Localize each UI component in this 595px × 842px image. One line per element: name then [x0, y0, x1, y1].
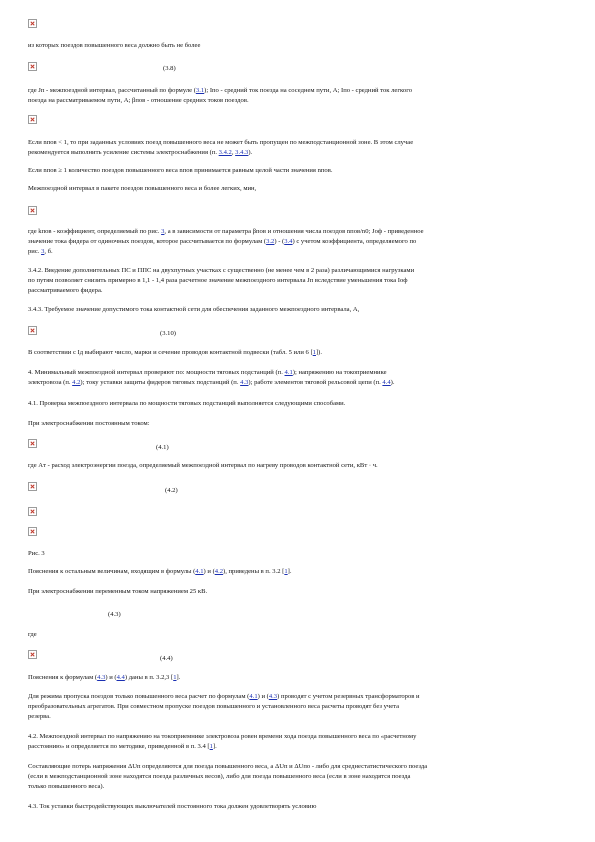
formula-link[interactable]: 3.4: [284, 238, 293, 245]
section-link[interactable]: 4.2: [72, 379, 81, 386]
formula-link[interactable]: 4.3: [268, 693, 278, 700]
text-line: 4.3. Ток уставки быстродействующих выключателей постоянного тока должен удовлетворять условию: [28, 803, 317, 810]
text-line: Для режима пропуска поездов только повышенного веса расчет по формулам (4.1) и (4.3) проводят с учетом резервных трансформаторов и: [28, 693, 420, 700]
text-line: где Aт - расход электроэнергии поезда, определяемый межпоездной интервал по нагреву проводов контактной сети, кВт · ч.: [28, 462, 378, 469]
text-line: электровоза (п. 4.2); току уставки защиты фидеров тяговых подстанций (п. 4.3); работе элементов тяговой рельсовой цепи (п. 4.4).: [28, 379, 395, 386]
equation-number: (3.10): [160, 330, 176, 337]
broken-image-icon: [28, 482, 37, 491]
text-line: преобразовательных агрегатов. При совместном пропуске поездов повышенного и установленного веса расчеты проводят без учета: [28, 703, 400, 710]
text-line: При электроснабжении переменным током напряжением 25 кВ.: [28, 588, 208, 595]
formula-link[interactable]: 4.3: [97, 674, 106, 681]
text-line: рекомендуется выполнить усиление системы электроснабжения (п. 3.4.2, 3.4.3).: [28, 149, 253, 156]
formula-link[interactable]: 3.1: [195, 87, 205, 94]
broken-image-icon: [28, 206, 37, 215]
figure-caption: Рис. 3: [28, 550, 45, 557]
formula-link[interactable]: 4.2: [214, 568, 224, 575]
text-line: Пояснения к формулам (4.3) и (4.4) даны в п. 3.2,3 [1].: [28, 674, 181, 681]
broken-image-icon: [28, 115, 37, 124]
broken-image-icon: [28, 439, 37, 448]
text-line: (если в межподстанционной зоне находятся поезда различных весов), либо для поезда повышенного веса (если в зоне находятся поезда: [28, 773, 411, 780]
text-line: резерва.: [28, 713, 51, 720]
equation-number: (4.3): [108, 611, 121, 618]
text-line: по путям позволяет снизить примерно в 1,1 - 1,4 раза расчетное значение межпоездного интервала Jп вследствие уменьшения тока Iоф: [28, 277, 408, 284]
figure-link[interactable]: 3: [161, 228, 165, 235]
text-line: где Jп - межпоездной интервал, рассчитанный по формуле (3.1); Iпо - средний ток поезда на соседнем пути, А; Iпо - средний ток легкого: [28, 87, 413, 94]
section-link[interactable]: 3.4.2: [218, 149, 232, 156]
formula-link[interactable]: 4.1: [195, 568, 204, 575]
section-link[interactable]: 4.4: [382, 379, 391, 386]
text-line: значение тока фидера от одиночных поездов, которое рассчитывается по формулам (3.2) - (3.4) с учетом коэффициента, определяемого по: [28, 238, 417, 245]
broken-image-icon: [28, 650, 37, 659]
section-link[interactable]: 3.4.3: [235, 149, 249, 156]
text-line: При электроснабжении постоянным током:: [28, 420, 150, 427]
section-link[interactable]: 4.3: [240, 379, 249, 386]
text-line: 4.1. Проверка межпоездного интервала по мощности тяговых подстанций выполняется следующими способами.: [28, 400, 346, 407]
text-line: Составляющие потерь напряжения ΔUп определяются для поезда повышенного веса, а ΔUп и ΔUпо - либо для среднестатистического поезда: [28, 763, 428, 770]
text-line: Межпоездной интервал в пакете поездов повышенного веса и более легких, мин,: [28, 185, 257, 192]
text-line: где: [28, 631, 37, 638]
figure-link[interactable]: 3: [41, 248, 45, 255]
text-line: рассматриваемого фидера.: [28, 287, 103, 294]
text-line: 3.4.2. Введение дополнительных ПС и ППС на двухпутных участках с существенно (не менее чем в 2 раза) различающимися нагрузками: [28, 267, 415, 274]
reference-link[interactable]: 1: [284, 568, 288, 575]
formula-link[interactable]: 4.4: [116, 674, 125, 681]
equation-number: (4.4): [160, 655, 173, 662]
text-line: Если nпов ≥ 1 количество поездов повышенного веса nпов принимается равным целой части значения nпов.: [28, 167, 333, 174]
section-link[interactable]: 4.1: [284, 369, 293, 376]
reference-link[interactable]: 1: [173, 674, 177, 681]
broken-image-icon: [28, 527, 37, 536]
equation-number: (4.2): [165, 487, 178, 494]
text-line: рис. 3, б.: [28, 248, 53, 255]
text-line: поезда на рассматриваемом пути, А; βпов - отношение средних токов поездов.: [28, 97, 249, 104]
text-line: из которых поездов повышенного веса должно быть не более: [28, 42, 201, 49]
reference-link[interactable]: 1: [209, 743, 213, 750]
broken-image-icon: [28, 19, 37, 28]
text-line: где kпов - коэффициент, определяемый по рис. 3, а в зависимости от параметра βпов и отношения числа поездов nпов/n0; Jоф - приведенное: [28, 228, 424, 235]
text-line: Если nпов < 1, то при заданных условиях поезд повышенного веса не может быть пропущен по межподстанционной зоне. В этом случае: [28, 139, 414, 146]
broken-image-icon: [28, 326, 37, 335]
text-line: 3.4.3. Требуемое значение допустимого тока контактной сети для обеспечения заданного межпоездного интервала, А,: [28, 306, 360, 313]
text-line: В соответствии с Iд выбирают число, марки и сечение проводов контактной подвески (табл. 5 или 6 [1]).: [28, 349, 323, 356]
text-line: только повышенного веса).: [28, 783, 105, 790]
text-line: расстоянию» и определяется по методике, приведенной в п. 3.4 [1].: [28, 743, 217, 750]
text-line: 4. Минимальный межпоездной интервал проверяют по: мощности тяговых подстанций (п. 4.1); напряжению на токоприемнике: [28, 369, 387, 376]
broken-image-icon: [28, 507, 37, 516]
formula-link[interactable]: 3.2: [266, 238, 275, 245]
text-line: Пояснения к остальным величинам, входящим в формулы (4.1) и (4.2), приведены в п. 3.2 [1].: [28, 568, 292, 575]
reference-link[interactable]: 1: [312, 349, 316, 356]
broken-image-icon: [28, 62, 37, 71]
equation-number: (3.8): [163, 65, 176, 72]
equation-number: (4.1): [156, 444, 169, 451]
text-line: 4.2. Межпоездной интервал по напряжению на токоприемнике электровоза ровен времени хода поезда повышенного веса по «расчетному: [28, 733, 417, 740]
formula-link[interactable]: 4.1: [249, 693, 258, 700]
